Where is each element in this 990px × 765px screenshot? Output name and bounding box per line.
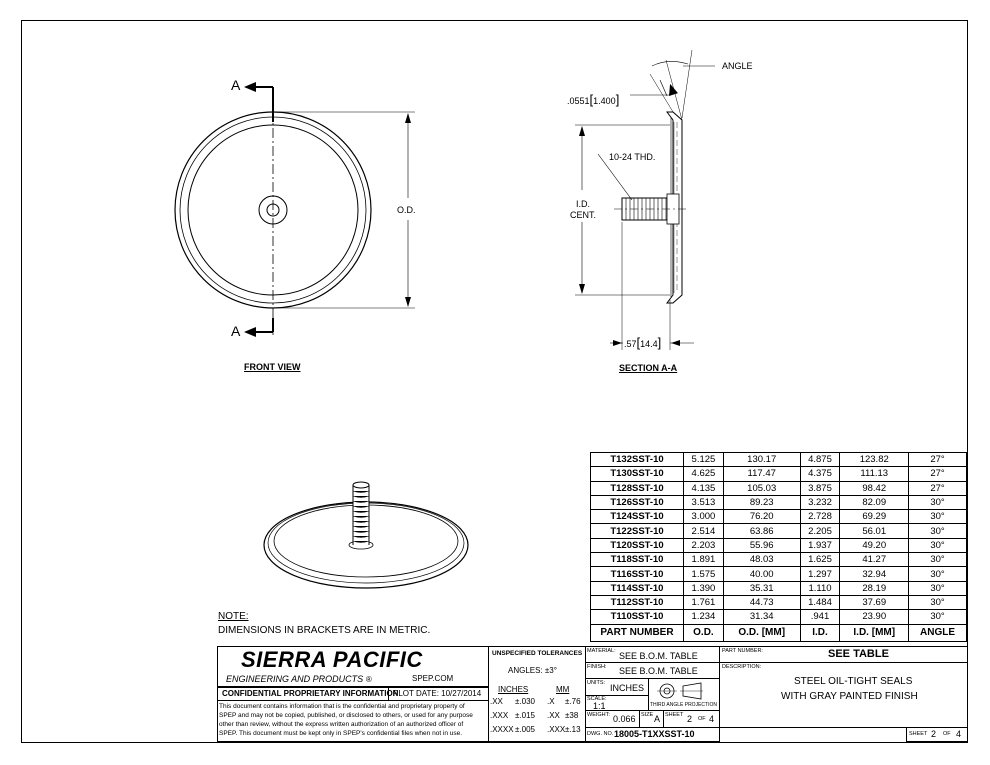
table-header-cell: O.D. [MM]: [723, 624, 800, 641]
table-cell: 4.135: [684, 481, 724, 495]
tolerance-value: .XXX: [490, 711, 509, 720]
table-cell: 1.937: [800, 538, 840, 552]
material-value: SEE B.O.M. TABLE: [619, 651, 698, 661]
part-number-label: PART NUMBER:: [722, 648, 763, 654]
table-cell: 30°: [909, 538, 967, 552]
table-cell: 30°: [909, 495, 967, 509]
company-name: SIERRA PACIFIC: [241, 647, 423, 672]
confidential-title: CONFIDENTIAL PROPRIETARY INFORMATION: [222, 689, 399, 698]
table-cell: 30°: [909, 553, 967, 567]
table-cell: 1.484: [800, 595, 840, 609]
sheet2-value: 2: [931, 729, 937, 739]
table-cell: 55.96: [723, 538, 800, 552]
front-view-drawing: [170, 70, 430, 350]
table-cell: 28.19: [840, 581, 909, 595]
tolerance-value: ±.005: [515, 725, 535, 734]
stud-length-in: .57: [624, 339, 637, 349]
thickness-dim: .0551[1.400]: [567, 92, 620, 107]
table-cell: 98.42: [840, 481, 909, 495]
front-view-label: FRONT VIEW: [244, 362, 301, 372]
table-cell: 63.86: [723, 524, 800, 538]
table-cell: 1.625: [800, 553, 840, 567]
part-number-cell: T112SST-10: [591, 595, 684, 609]
table-row: [591, 524, 967, 538]
table-cell: 1.234: [684, 610, 724, 624]
dwg-no-value: 18005-T1XXSST-10: [614, 729, 695, 739]
description-label: DESCRIPTION:: [722, 664, 762, 670]
table-cell: 4.875: [800, 453, 840, 467]
scale-value: 1:1: [593, 701, 606, 711]
third-angle-projection-icon: [655, 681, 705, 701]
material-label: MATERIAL:: [587, 648, 616, 654]
projection-label: THIRD ANGLE PROJECTION: [650, 702, 717, 708]
table-row: [591, 567, 967, 581]
table-header-cell: PART NUMBER: [591, 624, 684, 641]
part-number-cell: T110SST-10: [591, 610, 684, 624]
table-cell: 27°: [909, 453, 967, 467]
table-header-cell: ANGLE: [909, 624, 967, 641]
table-cell: 30°: [909, 610, 967, 624]
table-cell: 27°: [909, 467, 967, 481]
table-cell: 31.34: [723, 610, 800, 624]
confidential-line-4: SPEP. This document must be kept only in SPEP's confidential files when not in use.: [219, 730, 463, 737]
finish-value: SEE B.O.M. TABLE: [619, 666, 698, 676]
part-number-cell: T126SST-10: [591, 495, 684, 509]
table-cell: 41.27: [840, 553, 909, 567]
tol-inches-label: INCHES: [498, 685, 529, 694]
stud-length-dim: .57[14.4]: [624, 335, 662, 350]
table-cell: 40.00: [723, 567, 800, 581]
thread-label: 10-24 THD.: [609, 152, 656, 162]
part-number-cell: T124SST-10: [591, 510, 684, 524]
table-cell: 32.94: [840, 567, 909, 581]
description-line-1: STEEL OIL-TIGHT SEALS: [794, 676, 913, 687]
part-table: [590, 452, 967, 642]
table-cell: 2.205: [800, 524, 840, 538]
table-cell: 35.31: [723, 581, 800, 595]
sheet2-of: OF: [943, 731, 951, 737]
table-row: [591, 553, 967, 567]
id-cent-label-1: I.D.: [576, 199, 591, 209]
table-cell: 37.69: [840, 595, 909, 609]
stud-length-mm: 14.4: [640, 339, 658, 349]
sheet-of: OF: [698, 716, 706, 722]
sheet2-label: SHEET: [909, 731, 928, 737]
tolerance-value: ±.015: [515, 711, 535, 720]
table-cell: 89.23: [723, 495, 800, 509]
tolerance-value: .XXXX: [490, 725, 514, 734]
part-number-cell: T120SST-10: [591, 538, 684, 552]
sheet-value: 2: [687, 714, 693, 724]
size-value: A: [654, 714, 661, 724]
confidential-line-2: SPEP and may not be copied, published, or disclosed to others, or used for any purpose: [219, 712, 473, 719]
units-value: INCHES: [610, 683, 645, 693]
table-cell: 1.110: [800, 581, 840, 595]
confidential-line-3: other than review, without the express written authorization of an authorized officer of: [219, 721, 464, 728]
table-cell: 30°: [909, 510, 967, 524]
part-number-cell: T132SST-10: [591, 453, 684, 467]
table-cell: 105.03: [723, 481, 800, 495]
table-header-cell: I.D. [MM]: [840, 624, 909, 641]
tolerance-value: .X: [547, 697, 555, 706]
plot-date: PLOT DATE: 10/27/2014: [393, 689, 482, 698]
table-cell: 3.000: [684, 510, 724, 524]
company-subtitle: [226, 674, 372, 684]
table-row: [591, 595, 967, 609]
section-marker-top: A: [231, 77, 241, 93]
table-cell: 30°: [909, 581, 967, 595]
tolerance-value: ±.76: [565, 697, 581, 706]
tolerance-value: .XXX: [547, 725, 566, 734]
table-row: [591, 495, 967, 509]
table-cell: 2.203: [684, 538, 724, 552]
table-cell: 117.47: [723, 467, 800, 481]
table-cell: 1.891: [684, 553, 724, 567]
table-row: [591, 610, 967, 624]
company-website: SPEP.COM: [412, 674, 454, 683]
tol-mm-label: MM: [556, 685, 570, 694]
part-number-cell: T130SST-10: [591, 467, 684, 481]
table-cell: 111.13: [840, 467, 909, 481]
table-cell: 69.29: [840, 510, 909, 524]
section-view-label: SECTION A-A: [619, 363, 678, 373]
table-cell: 49.20: [840, 538, 909, 552]
table-cell: 30°: [909, 524, 967, 538]
thickness-dim-in: .0551: [567, 96, 590, 106]
table-header-row: [591, 624, 967, 641]
tolerance-value: ±.030: [515, 697, 535, 706]
table-row: [591, 453, 967, 467]
id-cent-label-2: CENT.: [570, 210, 597, 220]
table-row: [591, 510, 967, 524]
table-cell: 130.17: [723, 453, 800, 467]
table-cell: 44.73: [723, 595, 800, 609]
table-cell: 1.297: [800, 567, 840, 581]
table-header-cell: I.D.: [800, 624, 840, 641]
tolerance-value: .XX: [490, 697, 503, 706]
part-number-cell: T122SST-10: [591, 524, 684, 538]
table-cell: 76.20: [723, 510, 800, 524]
tolerance-value: ±38: [565, 711, 579, 720]
finish-label: FINISH:: [587, 664, 607, 670]
table-cell: 48.03: [723, 553, 800, 567]
table-cell: 4.375: [800, 467, 840, 481]
table-cell: 5.125: [684, 453, 724, 467]
table-cell: 3.875: [800, 481, 840, 495]
table-cell: 1.390: [684, 581, 724, 595]
part-number-cell: T118SST-10: [591, 553, 684, 567]
table-cell: 27°: [909, 481, 967, 495]
registered-mark: ®: [365, 675, 372, 684]
od-label: O.D.: [397, 205, 416, 215]
angle-label: ANGLE: [722, 61, 753, 71]
table-cell: 30°: [909, 567, 967, 581]
sheet2-total: 4: [956, 729, 962, 739]
table-cell: 23.90: [840, 610, 909, 624]
table-cell: 2.514: [684, 524, 724, 538]
isometric-view-drawing: [260, 475, 475, 595]
table-cell: 1.575: [684, 567, 724, 581]
part-number-cell: T116SST-10: [591, 567, 684, 581]
thickness-dim-mm: 1.400: [593, 96, 616, 106]
tolerances-angles: ANGLES: ±3°: [508, 666, 557, 675]
table-cell: 123.82: [840, 453, 909, 467]
table-row: [591, 467, 967, 481]
dwg-no-label: DWG. NO.: [587, 731, 614, 737]
weight-value: 0.066: [613, 714, 636, 724]
part-number-cell: T114SST-10: [591, 581, 684, 595]
table-cell: 30°: [909, 595, 967, 609]
scale-label: SCALE:: [587, 696, 607, 702]
table-cell: 82.09: [840, 495, 909, 509]
tolerance-value: .XX: [547, 711, 560, 720]
sheet-total: 4: [709, 714, 715, 724]
table-cell: .941: [800, 610, 840, 624]
table-cell: 56.01: [840, 524, 909, 538]
table-row: [591, 581, 967, 595]
part-number-value: SEE TABLE: [828, 648, 889, 660]
table-header-cell: O.D.: [684, 624, 724, 641]
table-row: [591, 481, 967, 495]
note-title: NOTE:: [218, 611, 249, 622]
company-sub-text: ENGINEERING AND PRODUCTS: [226, 674, 364, 684]
weight-label: WEIGHT:: [587, 712, 610, 718]
table-cell: 4.625: [684, 467, 724, 481]
table-row: [591, 538, 967, 552]
table-cell: 3.513: [684, 495, 724, 509]
size-label: SIZE: [641, 712, 654, 718]
sheet-label: SHEET: [665, 712, 684, 718]
table-cell: 2.728: [800, 510, 840, 524]
section-marker-bottom: A: [231, 323, 241, 339]
confidential-line-1: This document contains information that is the confidential and proprietary property of: [219, 703, 465, 710]
tolerances-title: UNSPECIFIED TOLERANCES: [492, 650, 583, 657]
part-number-cell: T128SST-10: [591, 481, 684, 495]
table-cell: 1.761: [684, 595, 724, 609]
table-cell: 3.232: [800, 495, 840, 509]
units-label: UNITS:: [587, 680, 606, 686]
tolerance-value: ±.13: [565, 725, 581, 734]
note-text: DIMENSIONS IN BRACKETS ARE IN METRIC.: [218, 625, 431, 636]
description-line-2: WITH GRAY PAINTED FINISH: [781, 691, 918, 702]
